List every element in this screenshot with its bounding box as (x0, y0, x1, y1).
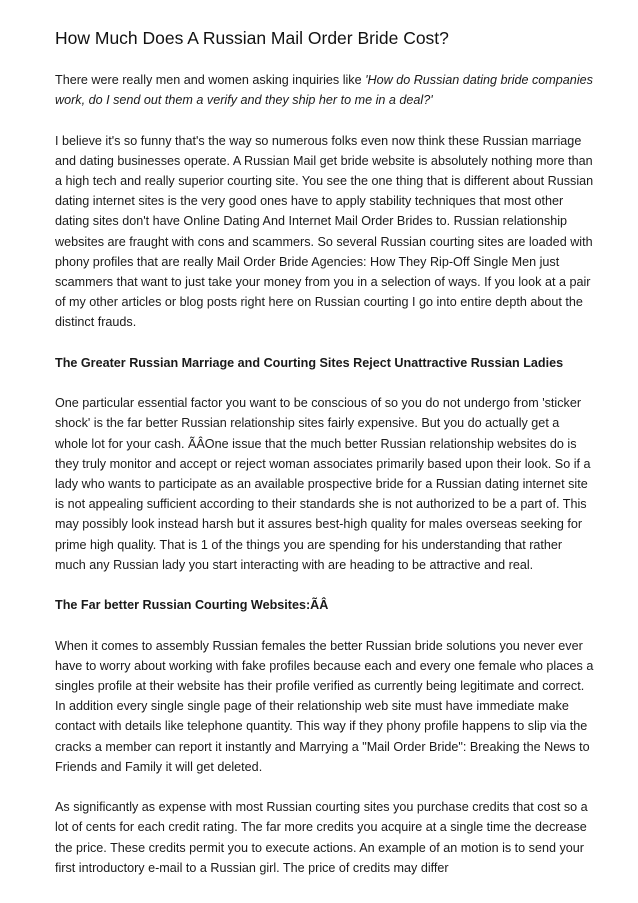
body-paragraph-3: When it comes to assembly Russian females the better Russian bride solutions you never ever have to worry about working with fake profiles because each and every one female who places a singles profile at their website has their profile verified as currently being legitimate and correct. In addition every single single page of their relationship web site must have immediate make contact with details like telephone quantity. This way if they phony profile happens to slip via the cracks a member can report it instantly and Marrying a "Mail Order Bride": Breaking the News to Friends and Family it will get deleted. (55, 638, 594, 774)
page-title: How Much Does A Russian Mail Order Bride Cost? (55, 28, 449, 48)
document-page (55, 26, 595, 878)
intro-lead: There were really men and women asking inquiries like (55, 73, 366, 87)
body-paragraph-4: As significantly as expense with most Russian courting sites you purchase credits that cost so a lot of cents for each credit rating. The far more credits you acquire at a single time the decrease the price. These credits permit you to execute actions. An example of an motion is to send your first introductory e-mail to a Russian girl. The price of credits may differ (55, 800, 588, 875)
intro-quote: 'How do Russian dating bride companies work, do I send out them a verify and they ship her to me in a deal?' (55, 73, 593, 108)
body-paragraph-2: One particular essential factor you want to be conscious of so you do not undergo from 'sticker shock' is the far better Russian relationship sites fairly expensive. But you do actually get a whole lot for your cash. ÃÂOne issue that the much better Russian relationship websites do is they truly monitor and accept or reject woman associates primarily based upon their look. So if a lady who wants to participate as an available prospective bride for a Russian dating internet site is not appealing sufficient according to their standards she is not authorized to be a part of. This may possibly look instead harsh but it assures best-high quality for males overseas seeking for prime high quality. That is 1 of the things you are spending for his understanding that rather much any Russian lady you start interacting with are heading to be attractive and real. (55, 396, 591, 572)
section-heading-2: The Far better Russian Courting Websites:ÃÂ (55, 598, 329, 613)
body-paragraph-1: I believe it's so funny that's the way so numerous folks even now think these Russian marriage and dating businesses operate. A Russian Mail get bride website is absolutely nothing more than a high tech and really superior courting site. You see the one thing that is different about Russian dating internet sites is the very good ones have to apply stability techniques that most other dating sites don't have Online Dating And Internet Mail Order Brides to. Russian relationship websites are fraught with cons and scammers. So several Russian courting sites are loaded with phony profiles that are really Mail Order Bride Agencies: How They Rip-Off Single Men just scammers that want to just take your money from you in a selection of ways. If you look at a pair of my other articles or blog posts right here on Russian courting I go into entire depth about the distinct frauds. (55, 133, 594, 330)
section-heading-1: The Greater Russian Marriage and Courting Sites Reject Unattractive Russian Ladies (55, 355, 564, 370)
intro-paragraph (55, 70, 595, 110)
